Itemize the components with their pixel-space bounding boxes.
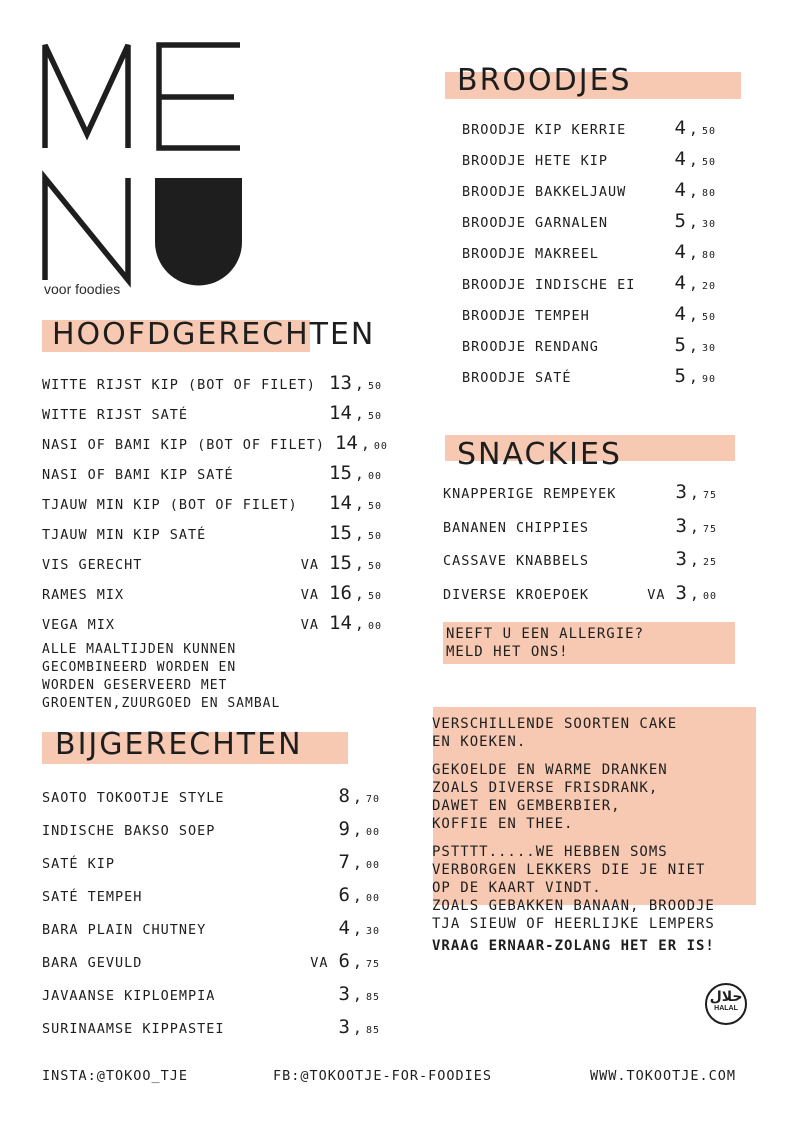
price-cents: 50	[701, 126, 716, 137]
price-euros: 6	[338, 950, 350, 972]
price-cents: 50	[367, 591, 382, 602]
footer-facebook[interactable]: FB:@TOKOOTJE-FOR-FOODIES	[273, 1068, 493, 1084]
broodje-row	[462, 303, 716, 325]
footer-website[interactable]: WWW.TOKOOTJE.COM	[590, 1068, 737, 1084]
price-cents: 75	[702, 490, 717, 501]
price-prefix: VA	[300, 557, 320, 573]
info-line: PSTTTT.....WE HEBBEN SOMS	[432, 844, 668, 860]
price-separator: ,	[354, 465, 365, 483]
price-separator: ,	[352, 1019, 363, 1037]
price-separator: ,	[688, 337, 699, 355]
price-separator: ,	[688, 120, 699, 138]
dish-name: BROODJE SATÉ	[462, 370, 572, 386]
broodje-row	[462, 334, 716, 356]
price	[338, 950, 380, 972]
price-separator: ,	[352, 887, 363, 905]
hoofdgerecht-row	[42, 492, 382, 514]
dish-name: KNAPPERIGE REMPEYEK	[443, 486, 617, 502]
price	[674, 210, 716, 232]
price-cents: 70	[365, 794, 380, 805]
price-euros: 3	[338, 983, 350, 1005]
snack-row	[443, 548, 717, 570]
halal-arabic: حلال	[709, 989, 743, 1005]
price-cents: 50	[367, 381, 382, 392]
price-separator: ,	[352, 986, 363, 1004]
price	[674, 148, 716, 170]
price-cents: 75	[702, 523, 717, 535]
broodje-row	[462, 365, 716, 387]
price-euros: 5	[674, 210, 686, 232]
price-prefix: VA	[310, 955, 329, 971]
dish-name: NASI OF BAMI KIP (BOT OF FILET)	[42, 437, 325, 453]
price-separator: ,	[352, 788, 363, 806]
price-separator: ,	[352, 854, 363, 872]
info-line: OP DE KAART VINDT.	[432, 880, 602, 896]
price-euros: 3	[675, 514, 687, 537]
broodje-row	[462, 148, 716, 170]
price	[329, 522, 382, 544]
dish-name: NASI OF BAMI KIP SATÉ	[42, 467, 234, 483]
price-euros: 3	[675, 548, 687, 570]
price-euros: 14	[329, 612, 352, 634]
price-cents: 20	[701, 281, 716, 292]
price	[674, 179, 716, 201]
price-cents: 00	[373, 441, 388, 452]
price-euros: 5	[674, 334, 686, 356]
price-separator: ,	[688, 151, 699, 169]
snackies-heading: SNACKIES	[457, 437, 622, 472]
price-euros: 13	[329, 372, 352, 394]
price-euros: 3	[675, 581, 687, 604]
price-euros: 9	[338, 818, 350, 840]
price-prefix: VA	[647, 586, 666, 603]
price-separator: ,	[688, 182, 699, 200]
price	[329, 492, 382, 514]
price-cents: 90	[701, 374, 716, 385]
price	[329, 582, 382, 604]
price	[338, 818, 380, 840]
snack-row	[443, 481, 717, 503]
snack-row	[443, 515, 717, 537]
price-cents: 00	[365, 827, 380, 838]
info-line: DAWET EN GEMBERBIER,	[432, 798, 621, 814]
bijgerecht-row	[42, 983, 380, 1005]
price-cents: 50	[367, 531, 382, 542]
price-cents: 30	[701, 219, 716, 230]
price-separator: ,	[352, 821, 363, 839]
price	[338, 851, 380, 873]
allergy-line: NEEFT U EEN ALLERGIE?	[446, 626, 645, 642]
hoofdgerecht-row	[42, 432, 388, 454]
price-euros: 15	[329, 522, 352, 544]
hoofdgerecht-row	[42, 552, 382, 574]
dish-name: BROODJE INDISCHE EI	[462, 277, 636, 293]
dish-name: CASSAVE KNABBELS	[443, 553, 590, 569]
info-line: VERSCHILLENDE SOORTEN CAKE	[432, 716, 678, 732]
price-separator: ,	[689, 551, 700, 569]
hoofdgerecht-row	[42, 582, 382, 604]
dish-name: SATÉ TEMPEH	[42, 889, 143, 905]
info-paragraph-ask: VRAAG ERNAAR-ZOLANG HET ER IS!	[432, 938, 715, 954]
broodje-row	[462, 210, 716, 232]
dish-name: WITTE RIJST KIP (BOT OF FILET)	[42, 377, 316, 393]
snack-row	[443, 582, 717, 604]
price-euros: 3	[675, 481, 687, 503]
bijgerecht-row	[42, 1016, 380, 1038]
dish-name: BROODJE BAKKELJAUW	[462, 184, 627, 200]
dish-name: TJAUW MIN KIP SATÉ	[42, 527, 207, 543]
logo-subtitle: voor foodies	[44, 281, 121, 297]
bijgerecht-row	[42, 884, 380, 906]
price	[674, 365, 716, 387]
price-separator: ,	[354, 585, 365, 603]
price-separator: ,	[354, 555, 365, 573]
price	[674, 117, 716, 139]
meal-note-line: GROENTEN,ZUURGOED EN SAMBAL	[42, 696, 281, 711]
price	[674, 241, 716, 263]
price-cents: 00	[365, 860, 380, 871]
dish-name: INDISCHE BAKSO SOEP	[42, 823, 216, 839]
price-cents: 00	[702, 590, 717, 602]
price-cents: 30	[701, 343, 716, 354]
price-separator: ,	[688, 368, 699, 386]
dish-name: RAMES MIX	[42, 587, 125, 603]
meal-note	[42, 641, 280, 713]
dish-name: SURINAAMSE KIPPASTEI	[42, 1021, 225, 1037]
price	[329, 612, 382, 634]
price-cents: 25	[702, 557, 717, 568]
dish-name: TJAUW MIN KIP (BOT OF FILET)	[42, 497, 298, 513]
bijgerecht-row	[42, 950, 380, 972]
price-separator: ,	[354, 615, 365, 633]
dish-name: BROODJE MAKREEL	[462, 246, 599, 262]
price	[674, 334, 716, 356]
info-line: ZOALS DIVERSE FRISDRANK,	[432, 780, 659, 796]
dish-name: JAVAANSE KIPLOEMPIA	[42, 988, 216, 1004]
bijgerecht-row	[42, 917, 380, 939]
bijgerecht-row	[42, 785, 380, 807]
dish-name: BROODJE TEMPEH	[462, 308, 590, 324]
price	[329, 462, 382, 484]
price-cents: 80	[701, 250, 716, 261]
price-euros: 8	[338, 785, 350, 807]
price	[675, 481, 717, 503]
price-euros: 4	[674, 303, 686, 325]
price-cents: 50	[701, 312, 716, 323]
dish-name: WITTE RIJST SATÉ	[42, 407, 189, 423]
broodje-row	[462, 117, 716, 139]
hoofdgerecht-row	[42, 372, 382, 394]
bijgerecht-row	[42, 851, 380, 873]
hoofdgerecht-row	[42, 522, 382, 544]
price-cents: 80	[701, 188, 716, 199]
price-separator: ,	[689, 484, 700, 502]
price	[674, 303, 716, 325]
price-euros: 4	[674, 272, 686, 294]
footer-instagram[interactable]: INSTA:@TOKOO_TJE	[42, 1068, 189, 1084]
price-separator: ,	[688, 275, 699, 293]
info-line: ZOALS GEBAKKEN BANAAN, BROODJE	[432, 898, 715, 914]
price	[675, 548, 717, 570]
info-line: TJA SIEUW OF HEERLIJKE LEMPERS	[432, 916, 715, 932]
info-line: VERBORGEN LEKKERS DIE JE NIET	[432, 862, 706, 878]
dish-name: BROODJE HETE KIP	[462, 153, 609, 169]
price-separator: ,	[688, 244, 699, 262]
price	[675, 515, 717, 537]
price-euros: 14	[334, 432, 358, 454]
halal-badge	[705, 983, 747, 1025]
price	[338, 983, 380, 1005]
broodjes-heading: BROODJES	[457, 63, 632, 98]
price-euros: 15	[329, 552, 352, 574]
price-separator: ,	[354, 525, 365, 543]
price-separator: ,	[354, 405, 365, 423]
price-prefix: VA	[300, 617, 320, 633]
bijgerechten-heading: BIJGERECHTEN	[55, 727, 303, 762]
price	[329, 372, 382, 394]
price-euros: 3	[338, 1016, 350, 1038]
price	[335, 432, 388, 454]
price-euros: 4	[674, 241, 686, 263]
info-paragraph-hidden	[432, 843, 715, 933]
meal-note-line: ALLE MAALTIJDEN KUNNEN	[42, 642, 237, 657]
price-cents: 00	[365, 893, 380, 904]
price	[338, 1016, 380, 1038]
dish-name: BROODJE KIP KERRIE	[462, 122, 627, 138]
price-cents: 50	[367, 411, 382, 422]
broodje-row	[462, 272, 716, 294]
hoofdgerecht-row	[42, 402, 382, 424]
price-euros: 4	[674, 148, 686, 170]
price-cents: 00	[367, 471, 382, 482]
dish-name: VEGA MIX	[42, 617, 116, 633]
price-cents: 50	[367, 561, 382, 572]
meal-note-line: GECOMBINEERD WORDEN EN	[42, 660, 237, 675]
price	[674, 272, 716, 294]
price-cents: 30	[365, 926, 380, 937]
dish-name: BANANEN CHIPPIES	[443, 519, 590, 536]
allergy-note	[446, 625, 644, 661]
price-cents: 85	[365, 992, 380, 1003]
dish-name: SAOTO TOKOOTJE STYLE	[42, 790, 225, 806]
price-euros: 7	[338, 851, 350, 873]
price-separator: ,	[688, 306, 699, 324]
price-separator: ,	[689, 517, 700, 536]
dish-name: SATÉ KIP	[42, 856, 116, 872]
price-euros: 5	[674, 365, 686, 387]
broodje-row	[462, 179, 716, 201]
price-euros: 14	[329, 492, 352, 514]
price-separator: ,	[689, 584, 700, 603]
dish-name: BROODJE GARNALEN	[462, 215, 609, 231]
price-euros: 6	[338, 884, 350, 906]
price	[338, 785, 380, 807]
info-line: EN KOEKEN.	[432, 734, 527, 750]
info-line: KOFFIE EN THEE.	[432, 816, 574, 832]
halal-label: HALAL	[714, 1005, 738, 1012]
info-paragraph-cake	[432, 715, 715, 751]
price-separator: ,	[352, 920, 363, 938]
price-separator: ,	[352, 953, 363, 971]
meal-note-line: WORDEN GESERVEERD MET	[42, 678, 228, 693]
price-prefix: VA	[300, 587, 320, 603]
hoofdgerecht-row	[42, 612, 382, 634]
price-cents: 85	[365, 1025, 380, 1036]
price	[338, 884, 380, 906]
price-separator: ,	[688, 213, 699, 231]
allergy-line: MELD HET ONS!	[446, 644, 569, 660]
info-paragraph-drinks	[432, 761, 715, 833]
price-separator: ,	[354, 375, 365, 393]
broodje-row	[462, 241, 716, 263]
dish-name: BROODJE RENDANG	[462, 339, 599, 355]
price-cents: 75	[365, 959, 380, 970]
price-euros: 4	[674, 117, 686, 139]
price-cents: 50	[701, 157, 716, 168]
price-cents: 00	[367, 621, 382, 632]
hoofdgerechten-heading: HOOFDGERECHTEN	[52, 317, 376, 352]
price-separator: ,	[354, 495, 365, 513]
menu-logo	[42, 42, 247, 297]
price-euros: 16	[329, 582, 352, 604]
price-cents: 50	[367, 501, 382, 512]
price	[675, 582, 717, 604]
info-text	[432, 715, 715, 965]
price-euros: 4	[674, 179, 686, 201]
price	[329, 552, 382, 574]
price-euros: 14	[329, 402, 352, 424]
price	[338, 917, 380, 939]
dish-name: VIS GERECHT	[42, 557, 143, 573]
hoofdgerecht-row	[42, 462, 382, 484]
dish-name: BARA GEVULD	[42, 955, 143, 971]
price-euros: 4	[338, 917, 350, 939]
dish-name: DIVERSE KROEPOEK	[443, 586, 590, 603]
price	[329, 402, 382, 424]
bijgerecht-row	[42, 818, 380, 840]
dish-name: BARA PLAIN CHUTNEY	[42, 922, 207, 938]
price-separator: ,	[360, 435, 371, 453]
price-euros: 15	[329, 462, 352, 484]
info-line: GEKOELDE EN WARME DRANKEN	[432, 762, 668, 778]
